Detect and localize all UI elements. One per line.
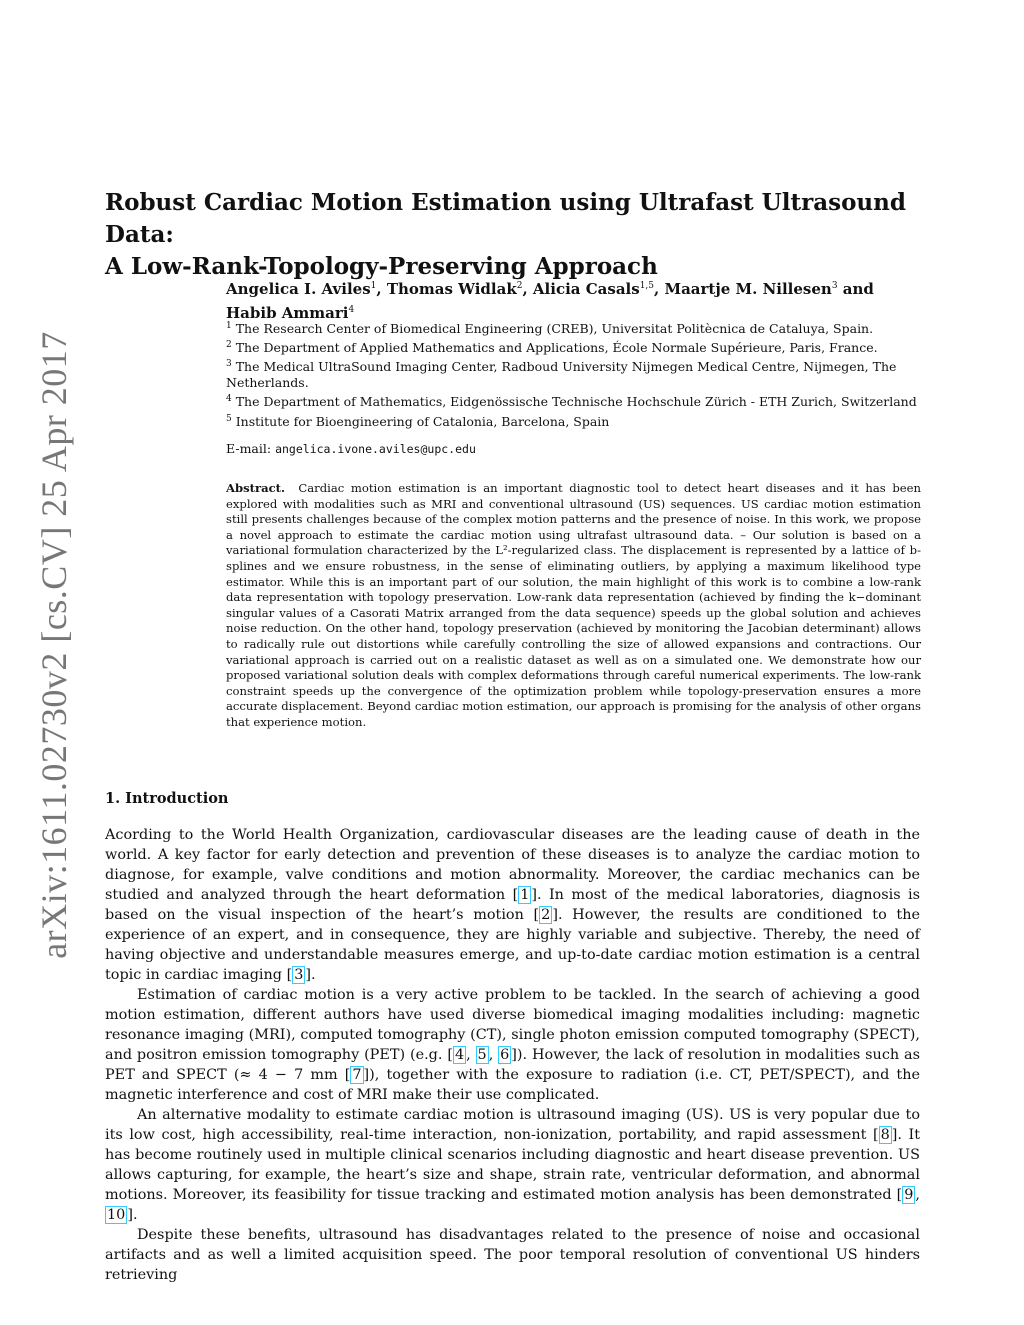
author-aviles: Angelica I. Aviles [226,280,371,298]
affiliation-number: 4 [226,394,232,405]
affiliation-number: 3 [226,359,232,370]
email-label: E-mail: [226,440,272,456]
author-affil-sup: 3 [831,281,838,291]
author-widlak: , Thomas Widlak [376,280,517,298]
affiliation-number: 1 [226,321,232,331]
author-casals: , Alicia Casals [522,280,640,298]
citation-link[interactable]: 9 [904,1187,914,1203]
affiliation-item [226,411,921,430]
affiliation-text: The Research Center of Biomedical Engineering (CREB), Universitat Politècnica de Cataluya, Spain. [235,321,874,337]
citation-link[interactable]: 6 [500,1047,510,1063]
author-affil-sup: 4 [348,305,355,315]
affiliation-number: 5 [226,413,232,424]
email-address[interactable]: angelica.ivone.aviles@upc.edu [275,441,476,456]
paragraph-text: . [132,1207,138,1223]
paragraph-text: ), together with the exposure to radiation (i.e. CT, PET/SPECT), and the magnetic interference and cost of MRI make their use complicated. [105,1067,920,1103]
paragraph: Estimation of cardiac motion is a very active problem to be tackled. In the search of achieving a good motion estimation, different authors have used diverse biomedical imaging modalities including: magnetic resonance imaging (MRI), computed tomography (CT), single photon emission computed tomography (SPECT), and positron emission tomography (PET) (e.g. [ 4 , 5 , 6 ]). However, the lack of resolution in modalities such as PET and SPECT (≈ 4 − 7 mm [ 7 ]), together with the exposure to radiation (i.e. CT, PET/SPECT), and the magnetic interference and cost of MRI make their use complicated. [105,987,920,1103]
introduction-body [105,825,920,1285]
author-affil-sup: 1 [370,281,377,291]
paragraph [105,1225,920,1285]
author-ammari: and Habib Ammari [226,280,874,322]
affiliation-item [226,391,921,410]
citation-link[interactable]: 8 [880,1127,890,1143]
author-nillesen: , Maartje M. Nillesen [654,280,832,298]
citation-link[interactable]: 10 [107,1207,126,1223]
affiliation-text: The Medical UltraSound Imaging Center, Radboud University Nijmegen Medical Centre, Nijmegen, The Netherlands. [226,359,897,391]
paragraph-text: . [311,967,316,983]
affiliation-number: 2 [226,340,232,351]
affiliation-item [226,356,921,391]
paragraph-text: . However, the results are conditioned to the experience of an expert, and in consequence, they are highly variable and subjective. Thereby, the need of having objective and understandable measures emerge, and up-to-date cardiac motion estimation is a central topic in cardiac imaging [105,907,920,983]
section-heading-introduction: 1. Introduction [105,790,229,807]
citation-link[interactable]: 2 [541,907,551,923]
paragraph: Acording to the World Health Organization, cardiovascular diseases are the leading cause of death in the world. A key factor for early detection and prevention of these diseases is to analyze the cardiac motion to diagnose, for example, valve conditions and motion abnormality. Moreover, the cardiac mechanics can be studied and analyzed through the heart deformation [ 1 ]. In most of the medical laboratories, diagnosis is based on the visual inspection of the heart’s motion [ 2 ]. However, the results are conditioned to the experience of an expert, and in consequence, they are highly variable and subjective. Thereby, the need of having objective and understandable measures emerge, and up-to-date cardiac motion estimation is a central topic in cardiac imaging [ 3 ]. [105,827,920,983]
author-affil-sup: 2 [516,281,523,291]
affiliation-item [226,318,921,337]
paragraph-text: ). However, the lack of resolution in modalities such as PET and SPECT (≈ 4 − 7 mm [105,1047,920,1083]
paragraph-text: . It has become routinely used in multiple clinical scenarios including diagnostic and heart disease prevention. US allows capturing, for example, the heart’s size and shape, strain rate, ventricular deformation, and abnormal motions. Moreover, its feasibility for tissue tracking and estimated motion analysis has been demonstrated [105,1127,920,1203]
author-list [226,276,926,324]
abstract [226,481,921,731]
author-affil-sup: 1,5 [639,281,655,291]
paragraph-text: An alternative modality to estimate cardiac motion is ultrasound imaging (US). US is very popular due to its low cost, high accessibility, real-time interaction, non-ionization, portability, and rapid assessment [105,1107,920,1143]
paragraph: An alternative modality to estimate cardiac motion is ultrasound imaging (US). US is very popular due to its low cost, high accessibility, real-time interaction, non-ionization, portability, and rapid assessment [ 8 ]. It has become routinely used in multiple clinical scenarios including diagnostic and heart disease prevention. US allows capturing, for example, the heart’s size and shape, strain rate, ventricular deformation, and abnormal motions. Moreover, its feasibility for tissue tracking and estimated motion analysis has been demonstrated [ 9 , 10 ]. [105,1107,920,1223]
paragraph-text: Acording to the World Health Organization, cardiovascular diseases are the leading cause of death in the world. A key factor for early detection and prevention of these diseases is to analyze the cardiac motion to diagnose, for example, valve conditions and motion abnormality. Moreover, the cardiac mechanics can be studied and analyzed through the heart deformation [105,827,920,903]
abstract-label: Abstract. [226,481,286,495]
affiliation-text: The Department of Applied Mathematics and Applications, École Normale Supérieure, Paris, France. [235,340,878,356]
title-line-2: A Low-Rank-Topology-Preserving Approach [105,253,658,280]
affiliation-item [226,337,921,356]
citation-link[interactable]: 5 [477,1047,487,1063]
paragraph-text: Estimation of cardiac motion is a very active problem to be tackled. In the search of achieving a good motion estimation, different authors have used diverse biomedical imaging modalities including: magnetic resonance imaging (MRI), computed tomography (CT), single photon emission computed tomography (SPECT), and positron emission tomography (PET) (e.g. [105,987,920,1063]
paper-title [105,187,935,283]
title-line-1: Robust Cardiac Motion Estimation using Ultrafast Ultrasound Data: [105,189,906,248]
paragraph-text: Despite these benefits, ultrasound has disadvantages related to the presence of noise and occasional artifacts and as well a limited acquisition speed. The poor temporal resolution of conventional US hinders retrieving [105,1227,920,1283]
citation-link[interactable]: 1 [520,887,530,903]
arxiv-identifier: arXiv:1611.02730v2 [cs.CV] 25 Apr 2017 [34,331,74,959]
affiliations [226,318,921,457]
abstract-text: Cardiac motion estimation is an important diagnostic tool to detect heart diseases and it has been explored with modalities such as MRI and conventional ultrasound (US) sequences. US cardiac motion estimation still presents challenges because of the complex motion patterns and the presence of noise. In this work, we propose a novel approach to estimate the cardiac motion using ultrafast ultrasound data. – Our solution is based on a variational formulation characterized by the L²-regularized class. The displacement is represented by a lattice of b-splines and we ensure robustness, in the sense of eliminating outliers, by applying a maximum likelihood type estimator. While this is an important part of our solution, the main highlight of this work is to combine a low-rank data representation with topology preservation. Low-rank data representation (achieved by finding the k−dominant singular values of a Casorati Matrix arranged from the data sequence) speeds up the global solution and achieves noise reduction. On the other hand, topology preservation (achieved by monitoring the Jacobian determinant) allows to radically rule out distortions while carefully controlling the size of allowed expansions and contractions. Our variational approach is carried out on a realistic dataset as well as on a simulated one. We demonstrate how our proposed variational solution deals with complex deformations through careful numerical experiments. The low-rank constraint speeds up the convergence of the optimization problem while topology-preservation ensures a more accurate displacement. Beyond cardiac motion estimation, our approach is promising for the analysis of other organs that experience motion. [226,481,921,729]
paragraph-text: . In most of the medical laboratories, diagnosis is based on the visual inspection of the heart’s motion [105,887,920,923]
citation-link[interactable]: 7 [352,1067,362,1083]
affiliation-text: Institute for Bioengineering of Catalonia, Barcelona, Spain [235,413,610,429]
citation-link[interactable]: 3 [294,967,304,983]
citation-link[interactable]: 4 [454,1047,465,1063]
email-line [226,441,921,457]
affiliation-text: The Department of Mathematics, Eidgenössische Technische Hochschule Zürich - ETH Zurich, Switzerland [235,394,917,410]
